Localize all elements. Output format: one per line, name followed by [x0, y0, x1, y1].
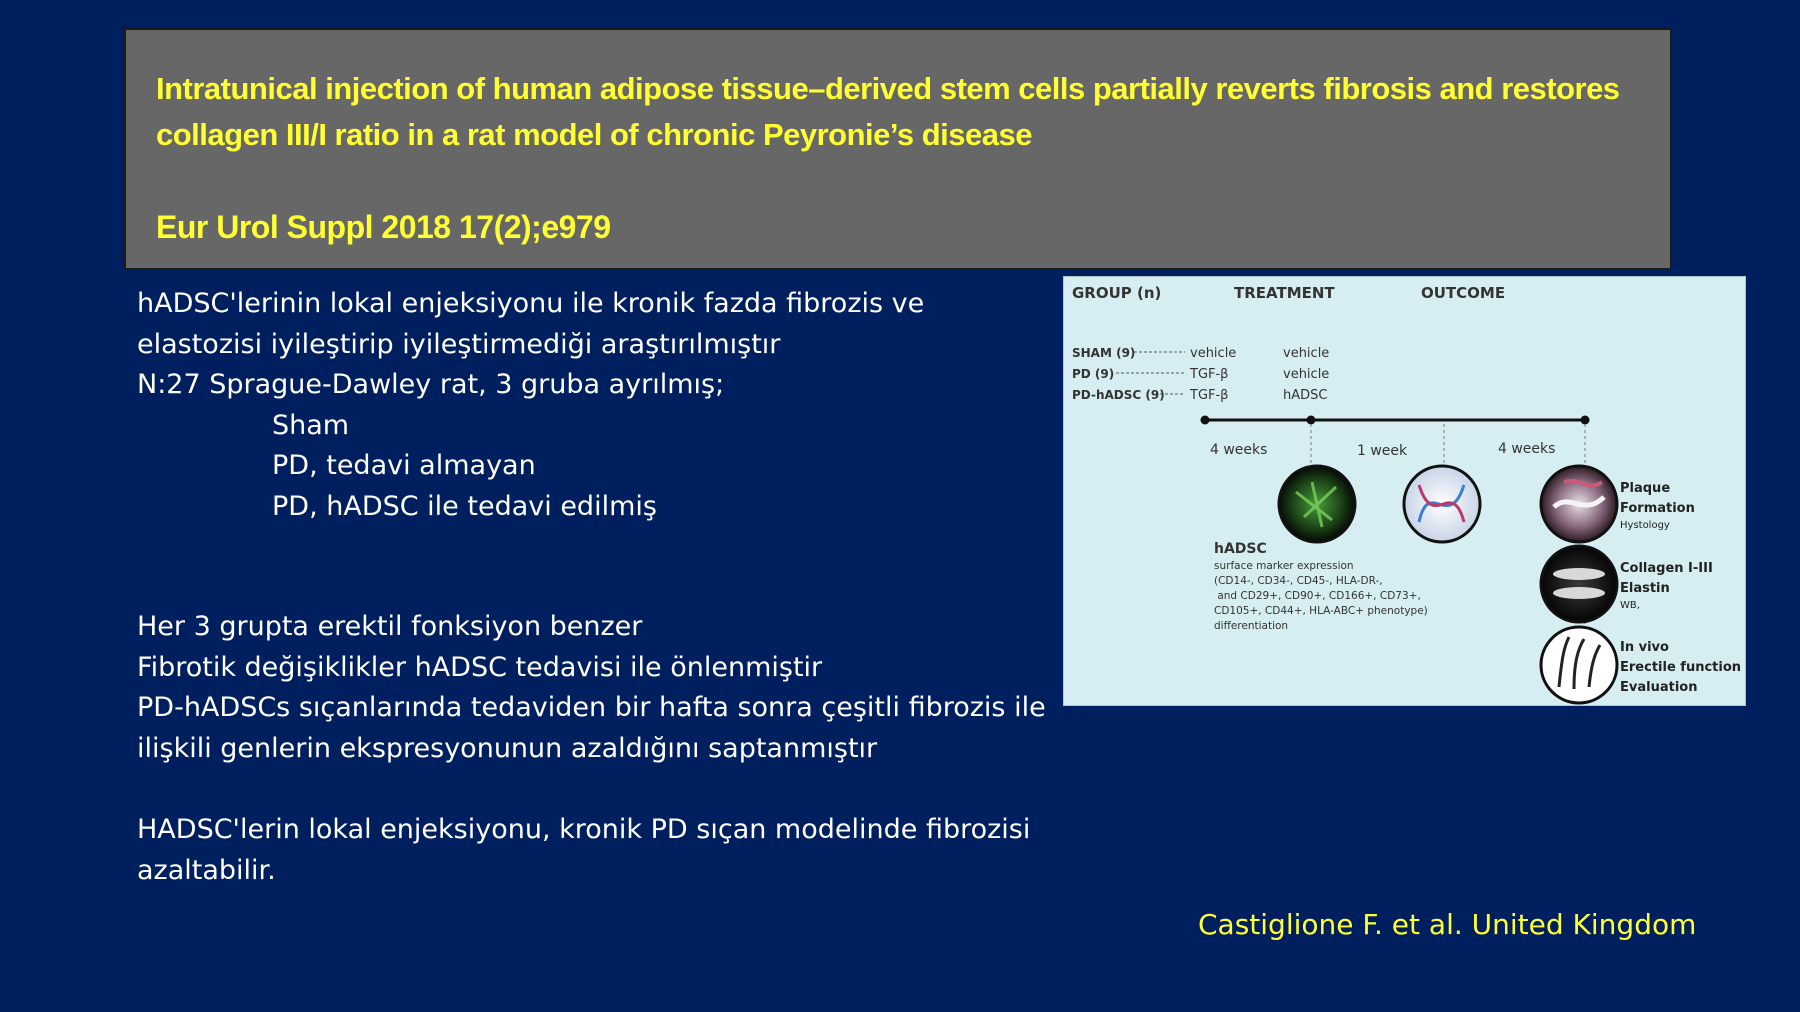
results-paragraph	[137, 607, 1046, 769]
hadsc-detail: surface marker expression	[1214, 560, 1354, 572]
outcome-label: Collagen I-III	[1620, 561, 1713, 576]
journal-reference: Eur Urol Suppl 2018 17(2);e979	[156, 209, 611, 245]
citation: Castiglione F. et al. United Kingdom	[1198, 908, 1697, 941]
treatment-label: vehicle	[1283, 346, 1330, 361]
treatment-label: hADSC	[1283, 388, 1328, 403]
treatment-label: vehicle	[1283, 367, 1330, 382]
timeline-marker	[1581, 416, 1590, 425]
intro-paragraph	[137, 284, 924, 527]
conclusion-paragraph	[137, 810, 1030, 891]
text-line: azaltabilir.	[137, 854, 276, 886]
text-line: PD-hADSCs sıçanlarında tedaviden bir hafta sonra çeşitli fibrozis ile	[137, 692, 1046, 723]
induction-label: TGF-β	[1190, 388, 1229, 403]
outcome-label: In vivo	[1620, 640, 1669, 655]
timeline-marker	[1201, 416, 1210, 425]
study-design-figure	[1063, 276, 1746, 706]
outcome-method: Hystology	[1620, 520, 1670, 531]
study-title: Intratunical injection of human adipose tissue–derived stem cells partially reverts fibrosis and restores collagen III/I ratio in a rat model of chronic Peyronie’s disease	[156, 71, 1620, 152]
histology-image	[1541, 466, 1617, 542]
induction-label: vehicle	[1190, 346, 1237, 361]
hadsc-detail: and CD29+, CD90+, CD166+, CD73+,	[1214, 590, 1421, 602]
text-line: hADSC'lerinin lokal enjeksiyonu ile kronik fazda fibrozis ve	[137, 288, 925, 319]
text-line: HADSC'lerin lokal enjeksiyonu, kronik PD sıçan modelinde fibrozisi	[137, 814, 1031, 845]
outcome-label: Elastin	[1620, 581, 1670, 596]
text-line: Her 3 grupta erektil fonksiyon benzer	[137, 611, 643, 642]
group-label: PD (9)	[1072, 367, 1115, 381]
gene-expression-image	[1404, 466, 1480, 542]
interval-label: 4 weeks	[1210, 442, 1268, 458]
timeline-marker	[1307, 416, 1316, 425]
hadsc-title: hADSC	[1214, 541, 1267, 557]
group-label: SHAM (9)	[1072, 346, 1136, 360]
header-treatment: TREATMENT	[1234, 284, 1335, 302]
outcome-label: Erectile function	[1620, 660, 1742, 675]
erectile-function-image	[1541, 627, 1617, 703]
hadsc-detail: differentiation	[1214, 620, 1289, 632]
hadsc-detail: CD105+, CD44+, HLA-ABC+ phenotype)	[1214, 605, 1428, 617]
header-group: GROUP (n)	[1072, 284, 1162, 302]
text-line: Fibrotik değişiklikler hADSC tedavisi ile önlenmiştir	[137, 651, 823, 683]
outcome-label: Plaque	[1620, 481, 1671, 496]
outcome-label: Formation	[1620, 501, 1695, 516]
hadsc-detail: (CD14-, CD34-, CD45-, HLA-DR-,	[1214, 575, 1383, 587]
study-design-diagram	[1064, 277, 1745, 705]
group-item: PD, tedavi almayan	[272, 450, 536, 481]
hadsc-culture-image	[1279, 466, 1355, 542]
text-line: elastozisi iyileştirip iyileştirmediği araştırılmıştır	[137, 328, 781, 360]
group-label: PD-hADSC (9)	[1072, 388, 1165, 402]
induction-label: TGF-β	[1190, 367, 1229, 382]
text-line: ilişkili genlerin ekspresyonunun azaldığını saptanmıştır	[137, 732, 878, 764]
title-box	[124, 28, 1672, 270]
interval-label: 1 week	[1357, 443, 1408, 459]
header-outcome: OUTCOME	[1421, 284, 1506, 302]
outcome-label: Evaluation	[1620, 680, 1698, 695]
text-line: N:27 Sprague-Dawley rat, 3 gruba ayrılmış;	[137, 369, 725, 400]
western-blot-image	[1541, 546, 1617, 622]
group-item: PD, hADSC ile tedavi edilmiş	[272, 490, 657, 522]
interval-label: 4 weeks	[1498, 441, 1556, 457]
group-item: Sham	[272, 409, 350, 441]
outcome-method: WB,	[1620, 600, 1640, 611]
